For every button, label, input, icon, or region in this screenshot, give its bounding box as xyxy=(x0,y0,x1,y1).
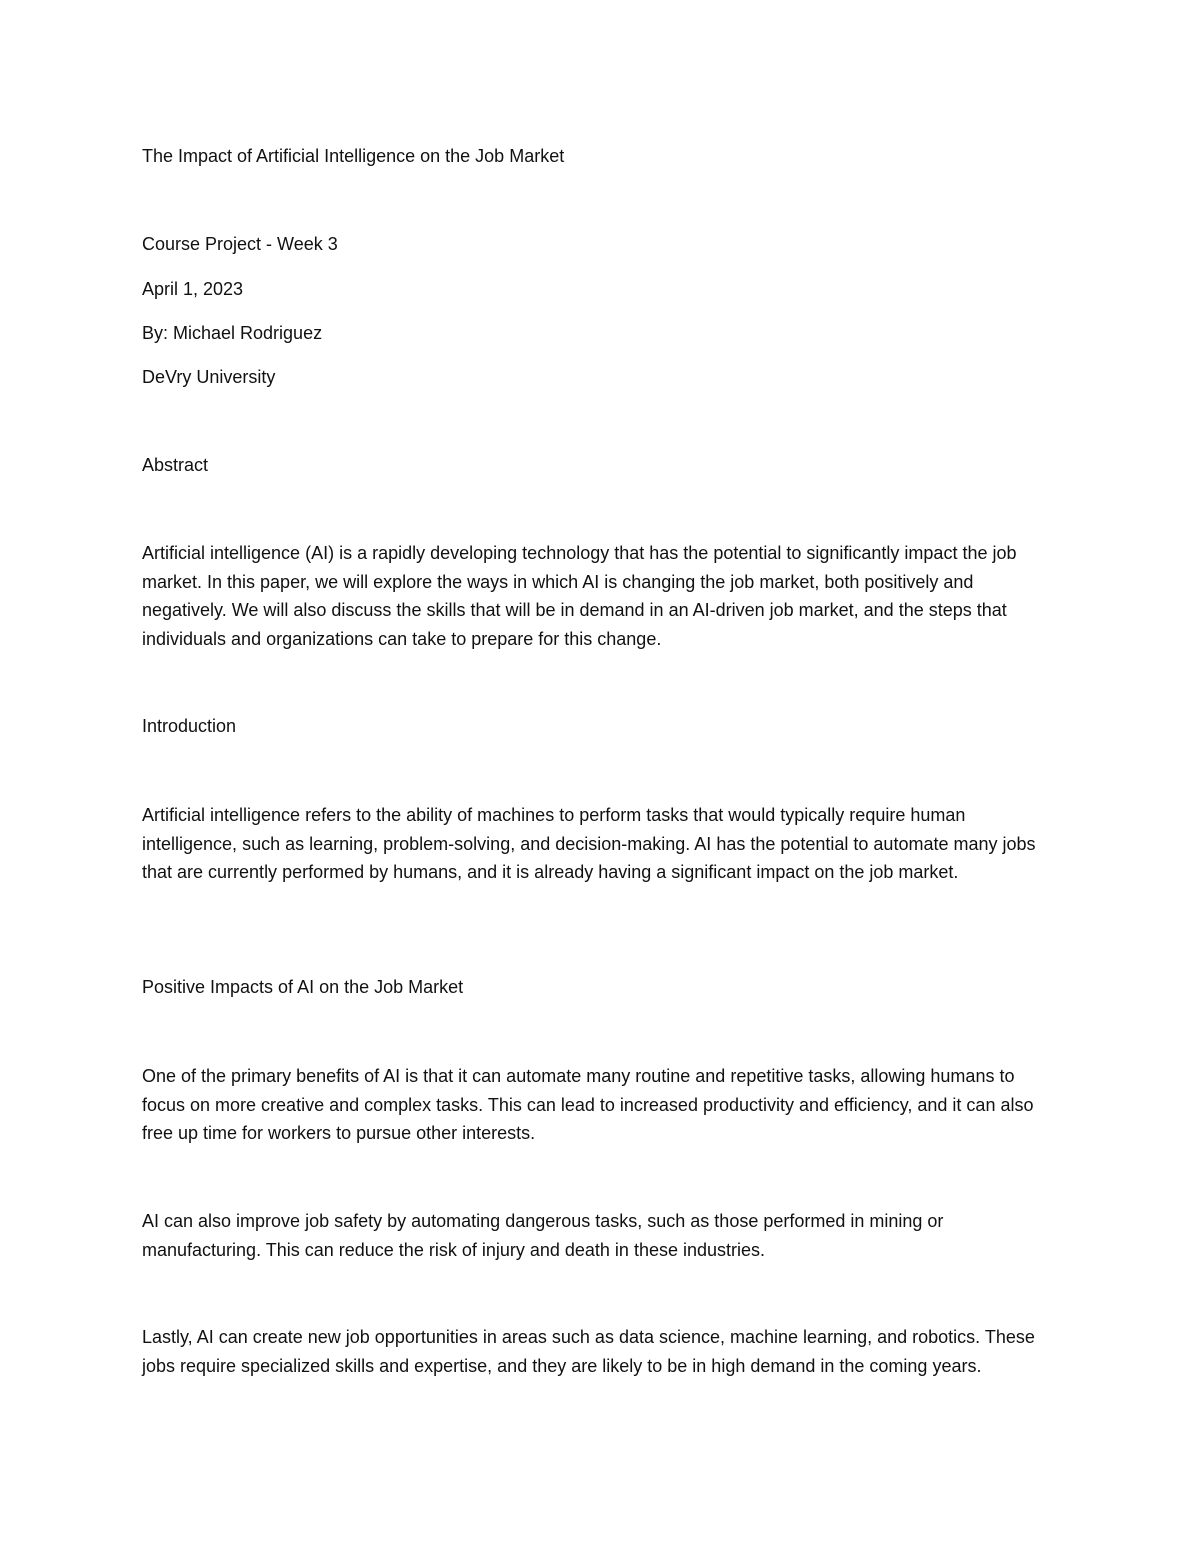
abstract-heading: Abstract xyxy=(142,455,209,475)
document-title: The Impact of Artificial Intelligence on the Job Market xyxy=(142,146,565,166)
abstract-paragraph: Artificial intelligence (AI) is a rapidly developing technology that has the potential to significantly impact the job market. In this paper, we will explore the ways in which AI is changing the job market, both positively and negatively. We will also discuss the skills that will be in demand in an AI-driven job market, and the steps that individuals and organizations can take to prepare for this change. xyxy=(142,543,1017,649)
course-label: Course Project - Week 3 xyxy=(142,234,338,254)
institution-line: DeVry University xyxy=(142,367,276,387)
introduction-heading: Introduction xyxy=(142,716,237,736)
positive-impacts-heading: Positive Impacts of AI on the Job Market xyxy=(142,977,464,997)
author-line: By: Michael Rodriguez xyxy=(142,323,323,343)
document-date: April 1, 2023 xyxy=(142,279,244,299)
introduction-paragraph: Artificial intelligence refers to the ability of machines to perform tasks that would typically require human intelligence, such as learning, problem-solving, and decision-making. AI has the potential to automate many jobs that are currently performed by humans, and it is already having a significant impact on the job market. xyxy=(142,805,1036,882)
positive-paragraph-2: AI can also improve job safety by automating dangerous tasks, such as those performed in mining or manufacturing. This can reduce the risk of injury and death in these industries. xyxy=(142,1211,944,1260)
positive-paragraph-3: Lastly, AI can create new job opportunities in areas such as data science, machine learning, and robotics. These jobs require specialized skills and expertise, and they are likely to be in high demand in the coming years. xyxy=(142,1327,1035,1376)
positive-paragraph-1: One of the primary benefits of AI is that it can automate many routine and repetitive tasks, allowing humans to focus on more creative and complex tasks. This can lead to increased productivity and efficiency, and it can also free up time for workers to pursue other interests. xyxy=(142,1066,1034,1143)
